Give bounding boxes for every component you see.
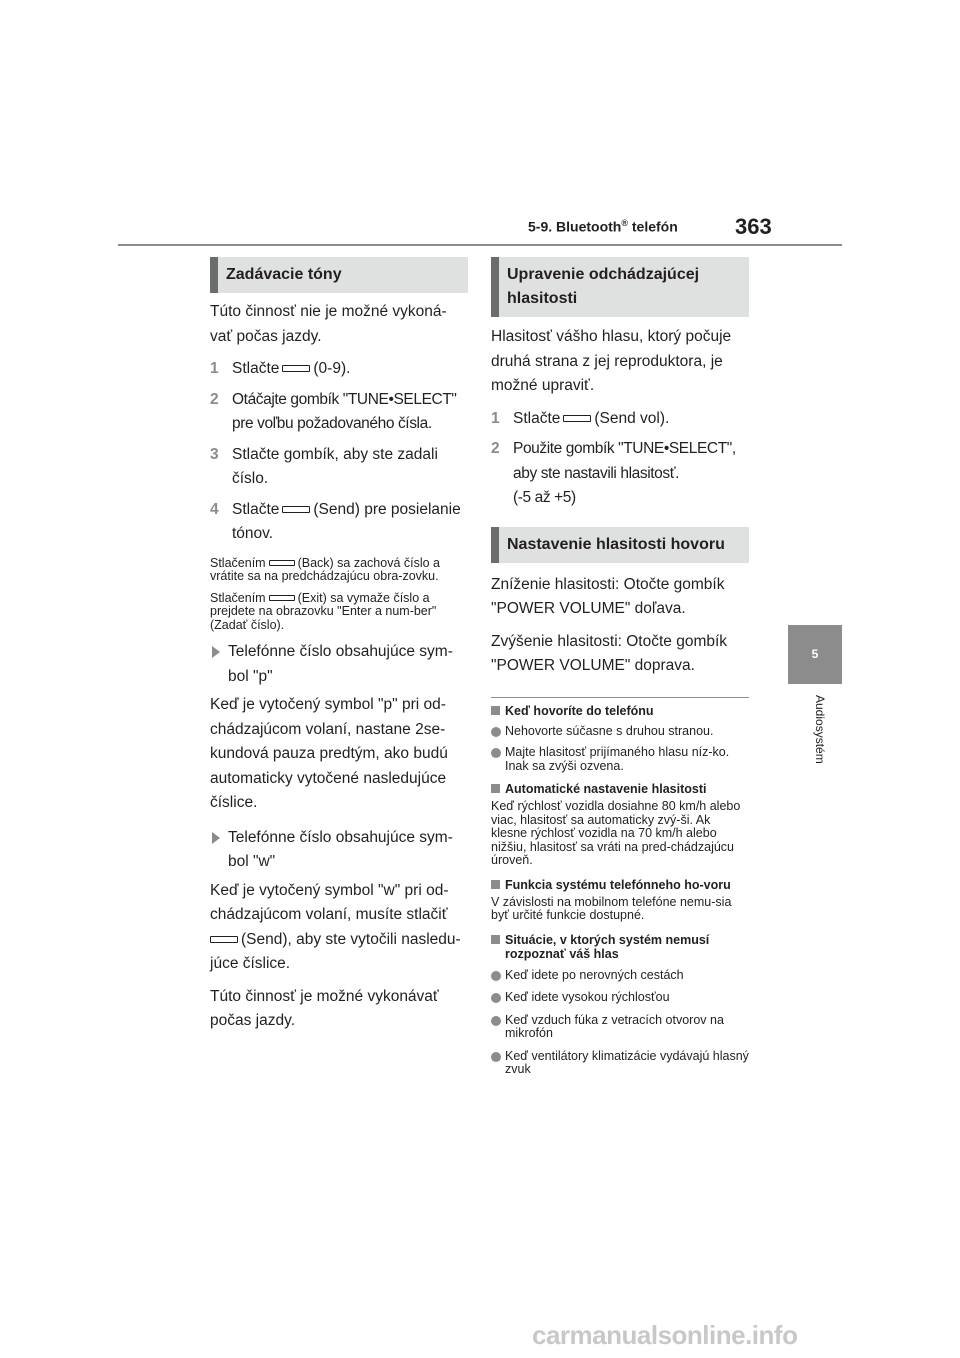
bullet-item — [491, 746, 749, 773]
step-range: (-5 až +5) — [513, 489, 576, 506]
note-title-text: Automatické nastavenie hlasitosti — [505, 782, 707, 796]
left-column — [210, 257, 468, 1034]
step — [491, 437, 749, 511]
subheading-text: Telefónne číslo obsahujúce sym-bol "p" — [228, 643, 453, 685]
step-text: (0-9). — [313, 360, 351, 377]
paragraph-text: (Send), aby ste vytočili nasledu-júce číslice. — [210, 930, 461, 972]
step-text: Stlačte gombík, aby ste zadali číslo. — [232, 445, 438, 487]
bullet-text: Nehovorte súčasne s druhou stranou. — [505, 723, 714, 738]
bullet-icon — [491, 971, 501, 981]
section-title — [528, 218, 678, 235]
step-text: Stlačte — [232, 360, 280, 377]
step — [210, 388, 468, 437]
step-number: 1 — [491, 409, 500, 427]
chapter-label: Audiosystém — [813, 695, 827, 764]
step-text: Stlačte — [232, 500, 280, 518]
bullet-icon — [491, 993, 501, 1003]
note-title — [491, 933, 749, 961]
bullet-item — [491, 969, 749, 983]
subheading — [210, 640, 468, 689]
button-icon — [269, 560, 295, 566]
note-text: Stlačením — [210, 590, 266, 605]
step-number: 4 — [210, 500, 219, 518]
note-text: (Exit) sa vymaže číslo a prejdete na obrazovku "Enter a num-ber" (Zadať číslo). — [210, 590, 437, 632]
bullet-item — [491, 991, 749, 1005]
bullet-text: Keď idete po nerovných cestách — [505, 967, 684, 982]
paragraph-text: Keď je vytočený symbol "w" pri od-chádzajúcom volaní, musíte stlačiť — [210, 881, 449, 923]
step — [210, 498, 468, 547]
step-text: Otáčajte gombík "TUNE•SELECT" pre voľbu požadovaného čísla. — [232, 390, 457, 432]
step-text: (Send) pre posielanie tónov. — [232, 500, 461, 542]
bullet-text: Keď ventilátory klimatizácie vydávajú hlasný zvuk — [505, 1048, 749, 1076]
step-text: Použite gombík "TUNE•SELECT", aby ste nastavili hlasitosť. — [513, 440, 736, 482]
step — [491, 407, 749, 432]
note-title-text: Situácie, v ktorých systém nemusí rozpoznať váš hlas — [505, 932, 710, 961]
bullet-icon — [491, 1016, 501, 1026]
paragraph: Túto činnosť je možné vykonávať počas jazdy. — [210, 987, 439, 1029]
paragraph — [210, 879, 468, 977]
bullet-text: Majte hlasitosť prijímaného hlasu níz-ko. Inak sa zvýši ozvena. — [505, 745, 730, 773]
section-heading: Nastavenie hlasitosti hovoru — [491, 527, 749, 563]
triangle-icon — [212, 832, 220, 844]
bullet-item — [491, 725, 749, 739]
note-paragraph: V závislosti na mobilnom telefóne nemu-sia byť určité funkcie dostupné. — [491, 894, 732, 922]
subheading-text: Telefónne číslo obsahujúce sym-bol "w" — [228, 828, 453, 870]
step — [210, 357, 468, 382]
button-icon — [282, 506, 310, 513]
paragraph: Hlasitosť vášho hlasu, ktorý počuje druhá strana z jej reproduktora, je možné upraviť. — [491, 328, 732, 394]
right-column — [491, 257, 749, 1077]
step-number: 3 — [210, 445, 219, 463]
chapter-tab — [788, 625, 842, 684]
section-heading: Zadávacie tóny — [210, 257, 468, 293]
square-icon — [491, 784, 500, 793]
button-icon — [282, 365, 310, 372]
bullet-item — [491, 1050, 749, 1077]
section-heading: Upravenie odchádzajúcej hlasitosti — [491, 257, 749, 317]
note-title-text: Keď hovoríte do telefónu — [505, 703, 654, 718]
button-icon — [269, 595, 295, 601]
note-text: Stlačením — [210, 555, 266, 570]
section-title-suffix: telefón — [627, 218, 678, 235]
header-divider — [118, 244, 842, 246]
triangle-icon — [212, 646, 220, 658]
subheading — [210, 826, 468, 875]
note-text: (Back) sa zachová číslo a vrátite sa na predchádzajúcu obra-zovku. — [210, 555, 441, 583]
paragraph: Keď je vytočený symbol "p" pri od-chádzajúcom volaní, nastane 2se-kundová pauza predtým, ako budú automaticky vytočené nasledujúce číslice. — [210, 696, 448, 811]
note-title-text: Funkcia systému telefónneho ho-voru — [505, 877, 731, 892]
square-icon — [491, 706, 500, 715]
bullet-text: Keď idete vysokou rýchlosťou — [505, 990, 670, 1004]
bullet-icon — [491, 727, 501, 737]
watermark[interactable]: carmanualsonline.info — [532, 1320, 798, 1350]
paragraph: Zvýšenie hlasitosti: Otočte gombík "POWER VOLUME" doprava. — [491, 632, 728, 674]
step-text: Stlačte — [513, 409, 561, 427]
bullet-item — [491, 1014, 749, 1041]
square-icon — [491, 935, 500, 944]
paragraph: Zníženie hlasitosti: Otočte gombík "POWER VOLUME" doľava. — [491, 575, 725, 617]
bullet-icon — [491, 1052, 501, 1062]
chapter-number: 5 — [811, 647, 819, 661]
note — [210, 557, 468, 584]
note-title — [491, 878, 749, 892]
button-icon — [563, 415, 591, 422]
note-paragraph: Keď rýchlosť vozidla dosiahne 80 km/h alebo viac, hlasitosť sa automaticky zvý-ši. Ak klesne rýchlosť vozidla na 70 km/h alebo nižšiu, hlasitosť sa vráti na pred-chádzajúcu úroveň. — [491, 799, 741, 867]
square-icon — [491, 880, 500, 889]
step — [210, 443, 468, 492]
registered-mark: ® — [621, 218, 628, 228]
step-number: 2 — [210, 390, 219, 408]
step-number: 1 — [210, 360, 219, 377]
bullet-text: Keď vzduch fúka z vetracích otvorov na mikrofón — [505, 1012, 724, 1040]
bullet-icon — [491, 748, 501, 758]
note-title — [491, 782, 749, 796]
page-number: 363 — [735, 214, 772, 239]
paragraph: Túto činnosť nie je možné vykoná-vať počas jazdy. — [210, 303, 447, 345]
step-number: 2 — [491, 440, 500, 457]
note-title — [491, 704, 749, 718]
section-title-text: 5-9. Bluetooth — [528, 218, 622, 235]
button-icon — [210, 936, 238, 943]
step-text: (Send vol). — [594, 409, 670, 427]
note — [210, 592, 468, 633]
divider — [491, 697, 749, 698]
chapter-label-wrap — [780, 692, 850, 792]
